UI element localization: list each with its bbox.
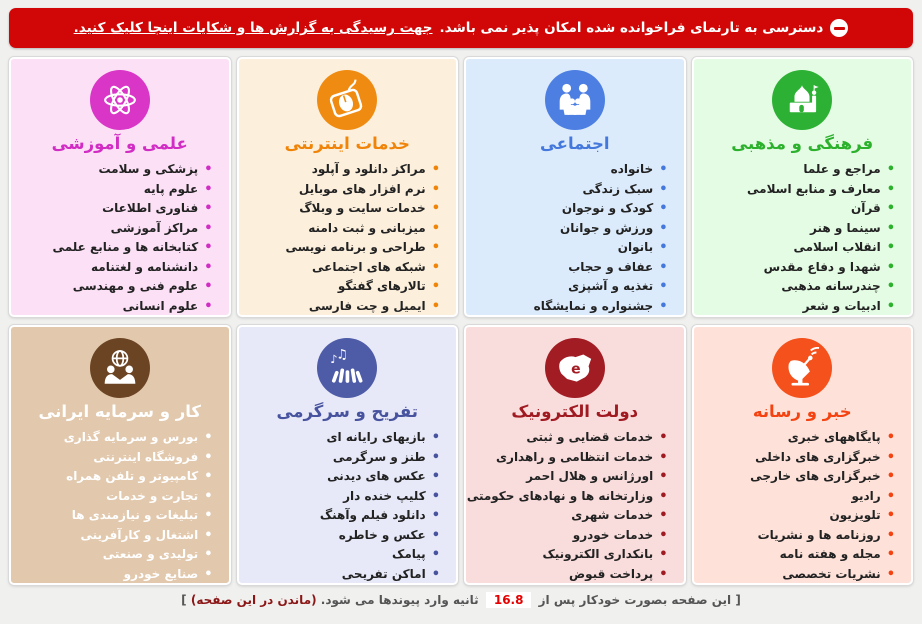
category-link-label: عکس های دیدنی [327, 469, 426, 483]
bullet-icon: • [204, 488, 213, 504]
category-link-label: نرم افزار های موبایل [298, 181, 426, 196]
category-link-label: قرآن [851, 201, 881, 215]
category-link[interactable] [472, 316, 668, 317]
category-link[interactable] [17, 219, 213, 239]
category-link[interactable] [17, 467, 213, 487]
bullet-icon: • [886, 162, 895, 177]
category-link[interactable] [245, 316, 441, 317]
bullet-icon: • [431, 430, 440, 445]
category-link[interactable] [245, 487, 441, 507]
category-link-label: بانکداری الکترونیک [542, 547, 654, 561]
category-link-label: فناوری اطلاعات [102, 201, 199, 215]
countdown-value: 16.8 [486, 592, 532, 608]
category-card [237, 57, 459, 317]
category-link[interactable] [17, 316, 213, 317]
category-link[interactable] [245, 160, 441, 180]
category-link[interactable] [17, 545, 213, 565]
category-link-label: علوم فنی و مهندسی [72, 279, 199, 293]
category-links-list [466, 428, 684, 585]
category-link[interactable] [17, 180, 213, 200]
bullet-icon: • [659, 259, 668, 275]
bullet-icon: • [886, 547, 895, 562]
bullet-icon: • [659, 527, 668, 543]
bullet-icon: • [659, 469, 668, 484]
bullet-icon: • [659, 279, 668, 294]
redirect-text-middle: ثانیه وارد پیوندها می شود. [320, 593, 479, 607]
category-grid [0, 57, 922, 585]
category-link[interactable] [472, 565, 668, 585]
category-link[interactable] [245, 526, 441, 546]
category-link[interactable] [245, 584, 441, 585]
bullet-icon: • [659, 566, 668, 582]
category-link-label: مراکز آموزشی [110, 220, 199, 235]
category-link[interactable] [700, 506, 896, 526]
bullet-icon: • [886, 449, 895, 465]
category-link[interactable] [472, 428, 668, 448]
category-link-label: پزشکی و سلامت [98, 162, 199, 176]
category-link[interactable] [17, 584, 213, 585]
category-link[interactable] [17, 565, 213, 585]
mosque-icon [772, 70, 832, 130]
category-link[interactable] [700, 526, 896, 546]
category-link-label: تولیدی و صنعتی [102, 547, 199, 561]
bullet-icon: • [886, 240, 895, 255]
bullet-icon: • [431, 298, 440, 314]
category-link[interactable] [472, 545, 668, 565]
category-card [9, 57, 231, 317]
category-link-label: دانشنامه و لغتنامه [90, 259, 199, 274]
category-link[interactable] [17, 258, 213, 278]
category-card [9, 325, 231, 585]
category-link-label: خدمات قضایی و ثبتی [526, 430, 654, 444]
category-link-label: فروشگاه اینترنتی [93, 449, 199, 464]
bullet-icon: • [431, 220, 440, 236]
category-title-link[interactable]: خدمات اینترنتی [284, 134, 410, 153]
category-link[interactable] [245, 238, 441, 258]
bullet-icon: • [204, 430, 213, 445]
redirect-text-suffix: ] [181, 593, 187, 607]
category-link[interactable] [700, 199, 896, 219]
category-link-label: مراجع و علما [803, 162, 881, 176]
category-links-list [239, 160, 457, 317]
bullet-icon: • [204, 220, 213, 236]
svg-text:♪: ♪ [330, 351, 338, 366]
bullet-icon: • [886, 181, 895, 197]
category-link[interactable] [472, 526, 668, 546]
bullet-icon: • [659, 240, 668, 255]
category-link[interactable] [17, 277, 213, 297]
category-link-label: بورس و سرمایه گذاری [63, 430, 199, 444]
category-link[interactable] [245, 448, 441, 468]
category-link-label: روزنامه ها و نشریات [757, 527, 881, 542]
category-link-label: دانلود فیلم وآهنگ [319, 508, 426, 522]
computer-mouse-icon [317, 70, 377, 130]
category-link[interactable] [466, 487, 668, 507]
bullet-icon: • [659, 430, 668, 445]
bullet-icon: • [431, 181, 440, 197]
category-link[interactable] [245, 467, 441, 487]
category-link-label: خدمات خودرو [572, 527, 654, 542]
bullet-icon: • [659, 162, 668, 177]
bullet-icon: • [204, 181, 213, 197]
category-link[interactable] [245, 277, 441, 297]
category-link[interactable] [472, 219, 668, 239]
bullet-icon: • [204, 240, 213, 255]
category-card [464, 57, 686, 317]
category-link-label: صنایع خودرو [123, 566, 199, 581]
category-links-list [694, 428, 912, 585]
bullet-icon: • [431, 162, 440, 177]
bullet-icon: • [886, 488, 895, 504]
category-link[interactable] [472, 180, 668, 200]
category-link[interactable] [700, 238, 896, 258]
category-link-label: کامپیوتر و تلفن همراه [66, 469, 199, 483]
category-link-label: مجله و هفته نامه [779, 547, 881, 561]
satellite-dish-icon [772, 338, 832, 398]
bullet-icon: • [431, 449, 440, 465]
category-title-link[interactable]: تفریح و سرگرمی [276, 402, 418, 421]
category-link-label: معارف و منابع اسلامی [747, 181, 881, 196]
category-link[interactable] [472, 297, 668, 317]
category-link-label: ادبیات و شعر [802, 298, 881, 313]
reports-complaints-link[interactable]: جهت رسیدگی به گزارش ها و شکایات اینجا کلیک کنید. [73, 20, 433, 36]
category-link[interactable] [472, 258, 668, 278]
category-link-label: اورژانس و هلال احمر [526, 469, 654, 483]
bullet-icon: • [659, 298, 668, 314]
category-link-label: علوم پایه [143, 181, 199, 196]
bullet-icon: • [204, 547, 213, 562]
bullet-icon: • [431, 527, 440, 543]
bullet-icon: • [431, 566, 440, 582]
bullet-icon: • [204, 469, 213, 484]
stay-on-page-link[interactable]: (ماندن در این صفحه) [190, 593, 317, 607]
atom-icon [90, 70, 150, 130]
category-link-label: اشتغال و کارآفرینی [80, 527, 199, 542]
globe-handshake-icon [90, 338, 150, 398]
category-link-label: خبرگزاری های داخلی [755, 449, 881, 464]
svg-text:♫: ♫ [336, 347, 349, 363]
bullet-icon: • [431, 547, 440, 562]
category-link[interactable] [245, 219, 441, 239]
category-link-label: طنز و سرگرمی [332, 449, 426, 464]
category-link-label: خدمات شهری [571, 508, 654, 522]
category-link-label: پرداخت قبوض [568, 566, 654, 581]
hands-music-icon [317, 338, 377, 398]
bullet-icon: • [204, 449, 213, 465]
redirect-text-prefix: [ این صفحه بصورت خودکار پس از [538, 593, 741, 607]
category-link[interactable] [17, 487, 213, 507]
category-link[interactable] [472, 584, 668, 585]
bullet-icon: • [204, 298, 213, 314]
bullet-icon: • [886, 566, 895, 582]
category-card [692, 325, 914, 585]
error-banner [9, 8, 913, 48]
category-links-list [466, 160, 684, 317]
bullet-icon: • [659, 449, 668, 465]
category-link[interactable] [472, 199, 668, 219]
category-link-label: تجارت و خدمات [106, 488, 199, 503]
bullet-icon: • [886, 430, 895, 445]
bullet-icon: • [886, 279, 895, 294]
category-link-label: سینما و هنر [810, 220, 881, 235]
category-link[interactable] [17, 526, 213, 546]
category-link-label: انقلاب اسلامی [793, 240, 881, 254]
bullet-icon: • [659, 488, 668, 504]
category-link-label: تغذیه و آشپزی [568, 279, 654, 293]
category-link-label: تالارهای گفتگو [337, 279, 426, 293]
category-link[interactable] [700, 258, 896, 278]
category-link[interactable] [17, 160, 213, 180]
category-link[interactable] [472, 467, 668, 487]
svg-text:e: e [570, 361, 581, 378]
category-link-label: خدمات سایت و وبلاگ [299, 201, 426, 215]
category-link-label: بانوان [617, 240, 654, 254]
category-link-label: کودک و نوجوان [561, 201, 654, 215]
category-link-label: مراکز دانلود و آپلود [311, 162, 426, 176]
category-link[interactable] [700, 487, 896, 507]
category-link-label: پایگاههای خبری [787, 430, 881, 444]
bullet-icon: • [204, 279, 213, 294]
category-link-label: عکس و خاطره [338, 527, 426, 542]
bullet-icon: • [886, 508, 895, 523]
bullet-icon: • [886, 259, 895, 275]
category-link-label: جشنواره و نمایشگاه [533, 298, 654, 313]
bullet-icon: • [431, 279, 440, 294]
category-card [237, 325, 459, 585]
category-link[interactable] [245, 297, 441, 317]
category-title-link[interactable]: فرهنگی و مذهبی [731, 134, 874, 153]
category-link[interactable] [245, 506, 441, 526]
category-links-list [239, 428, 457, 585]
category-links-list [11, 160, 229, 317]
category-link-label: پیامک [392, 547, 426, 561]
bullet-icon: • [431, 508, 440, 523]
category-link[interactable] [472, 448, 668, 468]
category-link[interactable] [472, 506, 668, 526]
category-link-label: خبرگزاری های خارجی [750, 469, 881, 483]
category-links-list [694, 160, 912, 317]
category-link[interactable] [245, 565, 441, 585]
bullet-icon: • [204, 527, 213, 543]
category-link[interactable] [17, 428, 213, 448]
bullet-icon: • [886, 527, 895, 543]
bullet-icon: • [431, 259, 440, 275]
category-link-label: چندرسانه مذهبی [781, 279, 881, 293]
bullet-icon: • [659, 508, 668, 523]
family-icon [545, 70, 605, 130]
bullet-icon: • [204, 259, 213, 275]
category-link-label: ایمیل و چت فارسی [308, 298, 426, 313]
category-title-link[interactable]: کار و سرمایه ایرانی [38, 402, 202, 421]
category-link-label: ورزش و جوانان [560, 220, 654, 235]
bullet-icon: • [431, 488, 440, 504]
category-link[interactable] [700, 584, 896, 585]
category-link-label: تلویزیون [829, 508, 881, 522]
category-link[interactable] [245, 180, 441, 200]
bullet-icon: • [204, 162, 213, 177]
category-link[interactable] [245, 545, 441, 565]
category-link[interactable] [17, 199, 213, 219]
banner-message: دسترسی به تارنمای فراخوانده شده امکان پذیر نمی باشد. [439, 20, 824, 36]
category-title-link[interactable]: علمی و آموزشی [51, 134, 188, 153]
category-link-label: شهدا و دفاع مقدس [763, 259, 881, 274]
category-link-label: نشریات تخصصی [782, 566, 881, 581]
category-link-label: سبک زندگی [582, 181, 654, 196]
category-link[interactable] [17, 238, 213, 258]
bullet-icon: • [431, 469, 440, 484]
category-link-label: شبکه های اجتماعی [312, 259, 426, 274]
category-title-link[interactable]: اجتماعی [539, 134, 610, 153]
category-link[interactable] [700, 545, 896, 565]
category-link[interactable] [700, 565, 896, 585]
category-links-list [11, 428, 229, 585]
category-card [692, 57, 914, 317]
bullet-icon: • [886, 220, 895, 236]
category-title-link[interactable]: دولت الکترونیک [511, 402, 639, 421]
category-link[interactable] [17, 297, 213, 317]
bullet-icon: • [204, 566, 213, 582]
bullet-icon: • [886, 298, 895, 314]
bullet-icon: • [659, 181, 668, 197]
category-link[interactable] [472, 238, 668, 258]
bullet-icon: • [886, 201, 895, 216]
category-link[interactable] [245, 199, 441, 219]
category-link[interactable] [17, 448, 213, 468]
category-card [464, 325, 686, 585]
category-link-label: رادیو [851, 488, 881, 503]
category-link[interactable] [700, 277, 896, 297]
bullet-icon: • [886, 469, 895, 484]
category-link-label: طراحی و برنامه نویسی [285, 240, 426, 254]
iran-map-e-icon [545, 338, 605, 398]
category-link[interactable] [700, 467, 896, 487]
category-link-label: کتابخانه ها و منابع علمی [52, 240, 199, 254]
category-link[interactable] [472, 277, 668, 297]
bullet-icon: • [431, 240, 440, 255]
category-link[interactable] [700, 448, 896, 468]
redirect-notice [0, 592, 922, 608]
category-link-label: علوم انسانی [122, 298, 199, 313]
minus-circle-icon [830, 19, 848, 37]
category-link-label: اماکن تفریحی [341, 566, 426, 581]
category-link[interactable] [700, 428, 896, 448]
category-link[interactable] [472, 160, 668, 180]
category-link-label: عفاف و حجاب [568, 259, 654, 274]
category-link[interactable] [245, 428, 441, 448]
category-link[interactable] [700, 160, 896, 180]
category-link-label: کلیپ خنده دار [343, 488, 426, 503]
category-link[interactable] [700, 180, 896, 200]
bullet-icon: • [204, 201, 213, 216]
category-link-label: میزبانی و ثبت دامنه [308, 220, 426, 235]
bullet-icon: • [659, 547, 668, 562]
bullet-icon: • [659, 220, 668, 236]
bullet-icon: • [204, 508, 213, 523]
bullet-icon: • [659, 201, 668, 216]
category-link-label: خانواده [610, 162, 654, 176]
category-link[interactable] [700, 316, 896, 317]
category-link[interactable] [17, 506, 213, 526]
category-link-label: وزارتخانه ها و نهادهای حکومتی [466, 488, 654, 503]
category-link-label: تبلیغات و نیازمندی ها [71, 508, 199, 522]
category-link[interactable] [700, 297, 896, 317]
bullet-icon: • [431, 201, 440, 216]
category-link-label: بازیهای رایانه ای [326, 430, 426, 444]
category-link-label: خدمات انتظامی و راهداری [496, 449, 654, 464]
category-title-link[interactable]: خبر و رسانه [752, 402, 852, 421]
category-link[interactable] [700, 219, 896, 239]
category-link[interactable] [245, 258, 441, 278]
